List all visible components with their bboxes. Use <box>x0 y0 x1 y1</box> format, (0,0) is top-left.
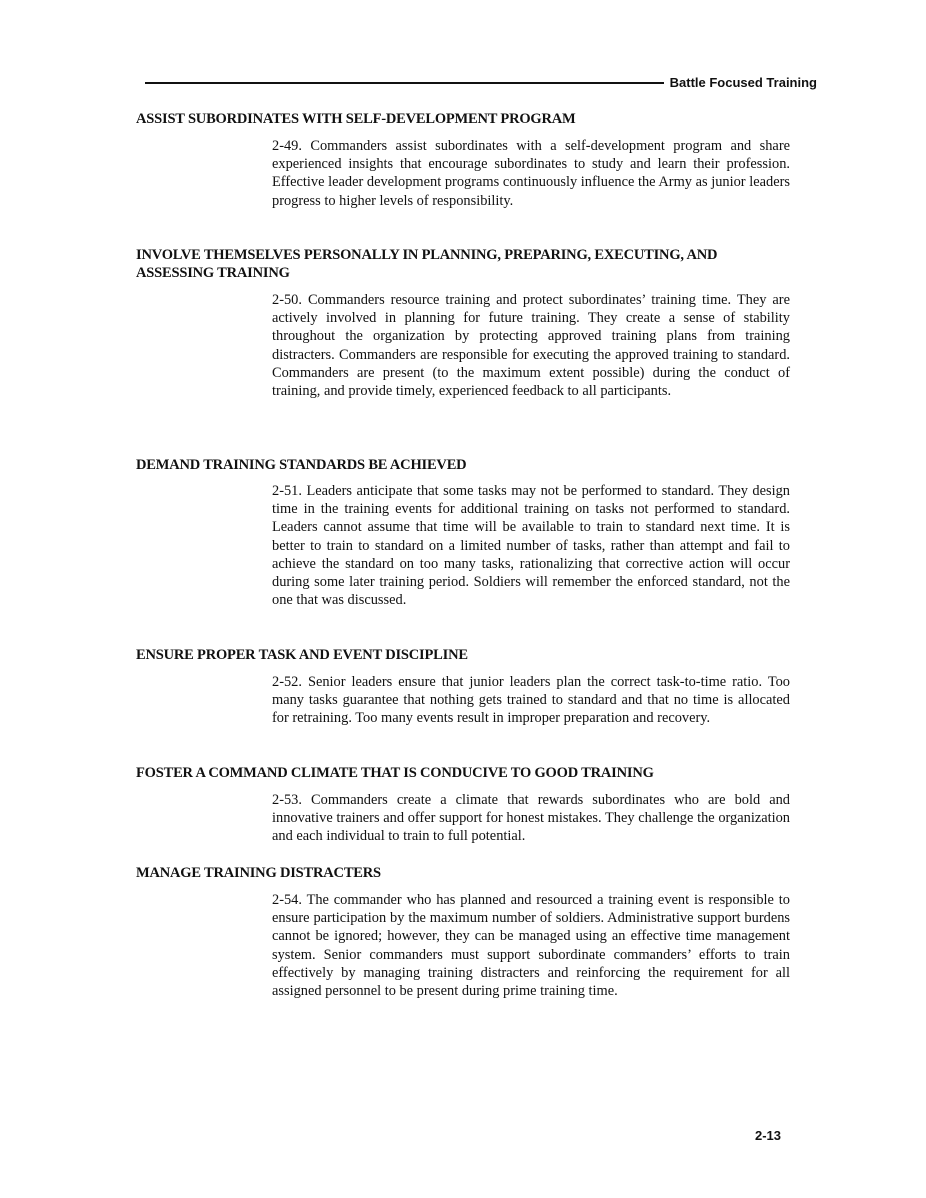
section-heading-involve-themselves: INVOLVE THEMSELVES PERSONALLY IN PLANNING, PREPARING, EXECUTING, AND ASSESSING TRAINING <box>136 247 718 281</box>
paragraph-2-51: 2-51. Leaders anticipate that some tasks may not be performed to standard. They design time in the training events for additional training on tasks not performed to standard. Leaders cannot assume that time will be available to train to standard next time. It is better to train to standard on a limited number of tasks, rather than attempt and fail to achieve the standard on too many tasks, rationalizing that corrective action will occur during some later training period. Soldiers will remember the enforced standard, not the one that was discussed. <box>272 483 790 609</box>
section-heading-task-event-discipline: ENSURE PROPER TASK AND EVENT DISCIPLINE <box>136 647 468 663</box>
section-heading-demand-standards: DEMAND TRAINING STANDARDS BE ACHIEVED <box>136 457 467 473</box>
running-header <box>145 70 817 90</box>
paragraph-2-50: 2-50. Commanders resource training and protect subordinates’ training time. They are actively involved in planning for future training. They create a sense of stability throughout the organization by protecting approved training plans from training distracters. Commanders are responsible for executing the approved training to standard. Commanders are present (to the maximum extent possible) during the conduct of training, and provide timely, experienced feedback to all participants. <box>272 292 790 400</box>
section-heading-command-climate: FOSTER A COMMAND CLIMATE THAT IS CONDUCIVE TO GOOD TRAINING <box>136 765 654 781</box>
running-header-title: Battle Focused Training <box>669 75 817 90</box>
section-heading-training-distracters: MANAGE TRAINING DISTRACTERS <box>136 865 381 881</box>
paragraph-2-53: 2-53. Commanders create a climate that rewards subordinates who are bold and innovative trainers and offer support for honest mistakes. They challenge the organization and each individual to train to full potential. <box>272 792 790 845</box>
header-rule <box>145 82 664 84</box>
paragraph-2-54: 2-54. The commander who has planned and resourced a training event is responsible to ensure participation by the maximum number of soldiers. Administrative support burdens cannot be ignored; however, they can be managed using an effective time management system. Senior commanders must support subordinate commanders’ efforts to train effectively by managing training distracters and reinforcing the requirement for all assigned personnel to be present during prime training time. <box>272 892 790 1000</box>
section-heading-self-development: ASSIST SUBORDINATES WITH SELF-DEVELOPMENT PROGRAM <box>136 111 576 127</box>
paragraph-2-52: 2-52. Senior leaders ensure that junior leaders plan the correct task-to-time ratio. Too many tasks guarantee that nothing gets trained to standard and that no time is allocated for retraining. Too many events result in improper preparation and recovery. <box>272 674 790 727</box>
paragraph-2-49: 2-49. Commanders assist subordinates with a self-development program and share experienced insights that encourage subordinates to study and learn their profession. Effective leader development programs continuously influence the Army as junior leaders progress to higher levels of responsibility. <box>272 138 790 209</box>
page-number: 2-13 <box>755 1128 782 1143</box>
